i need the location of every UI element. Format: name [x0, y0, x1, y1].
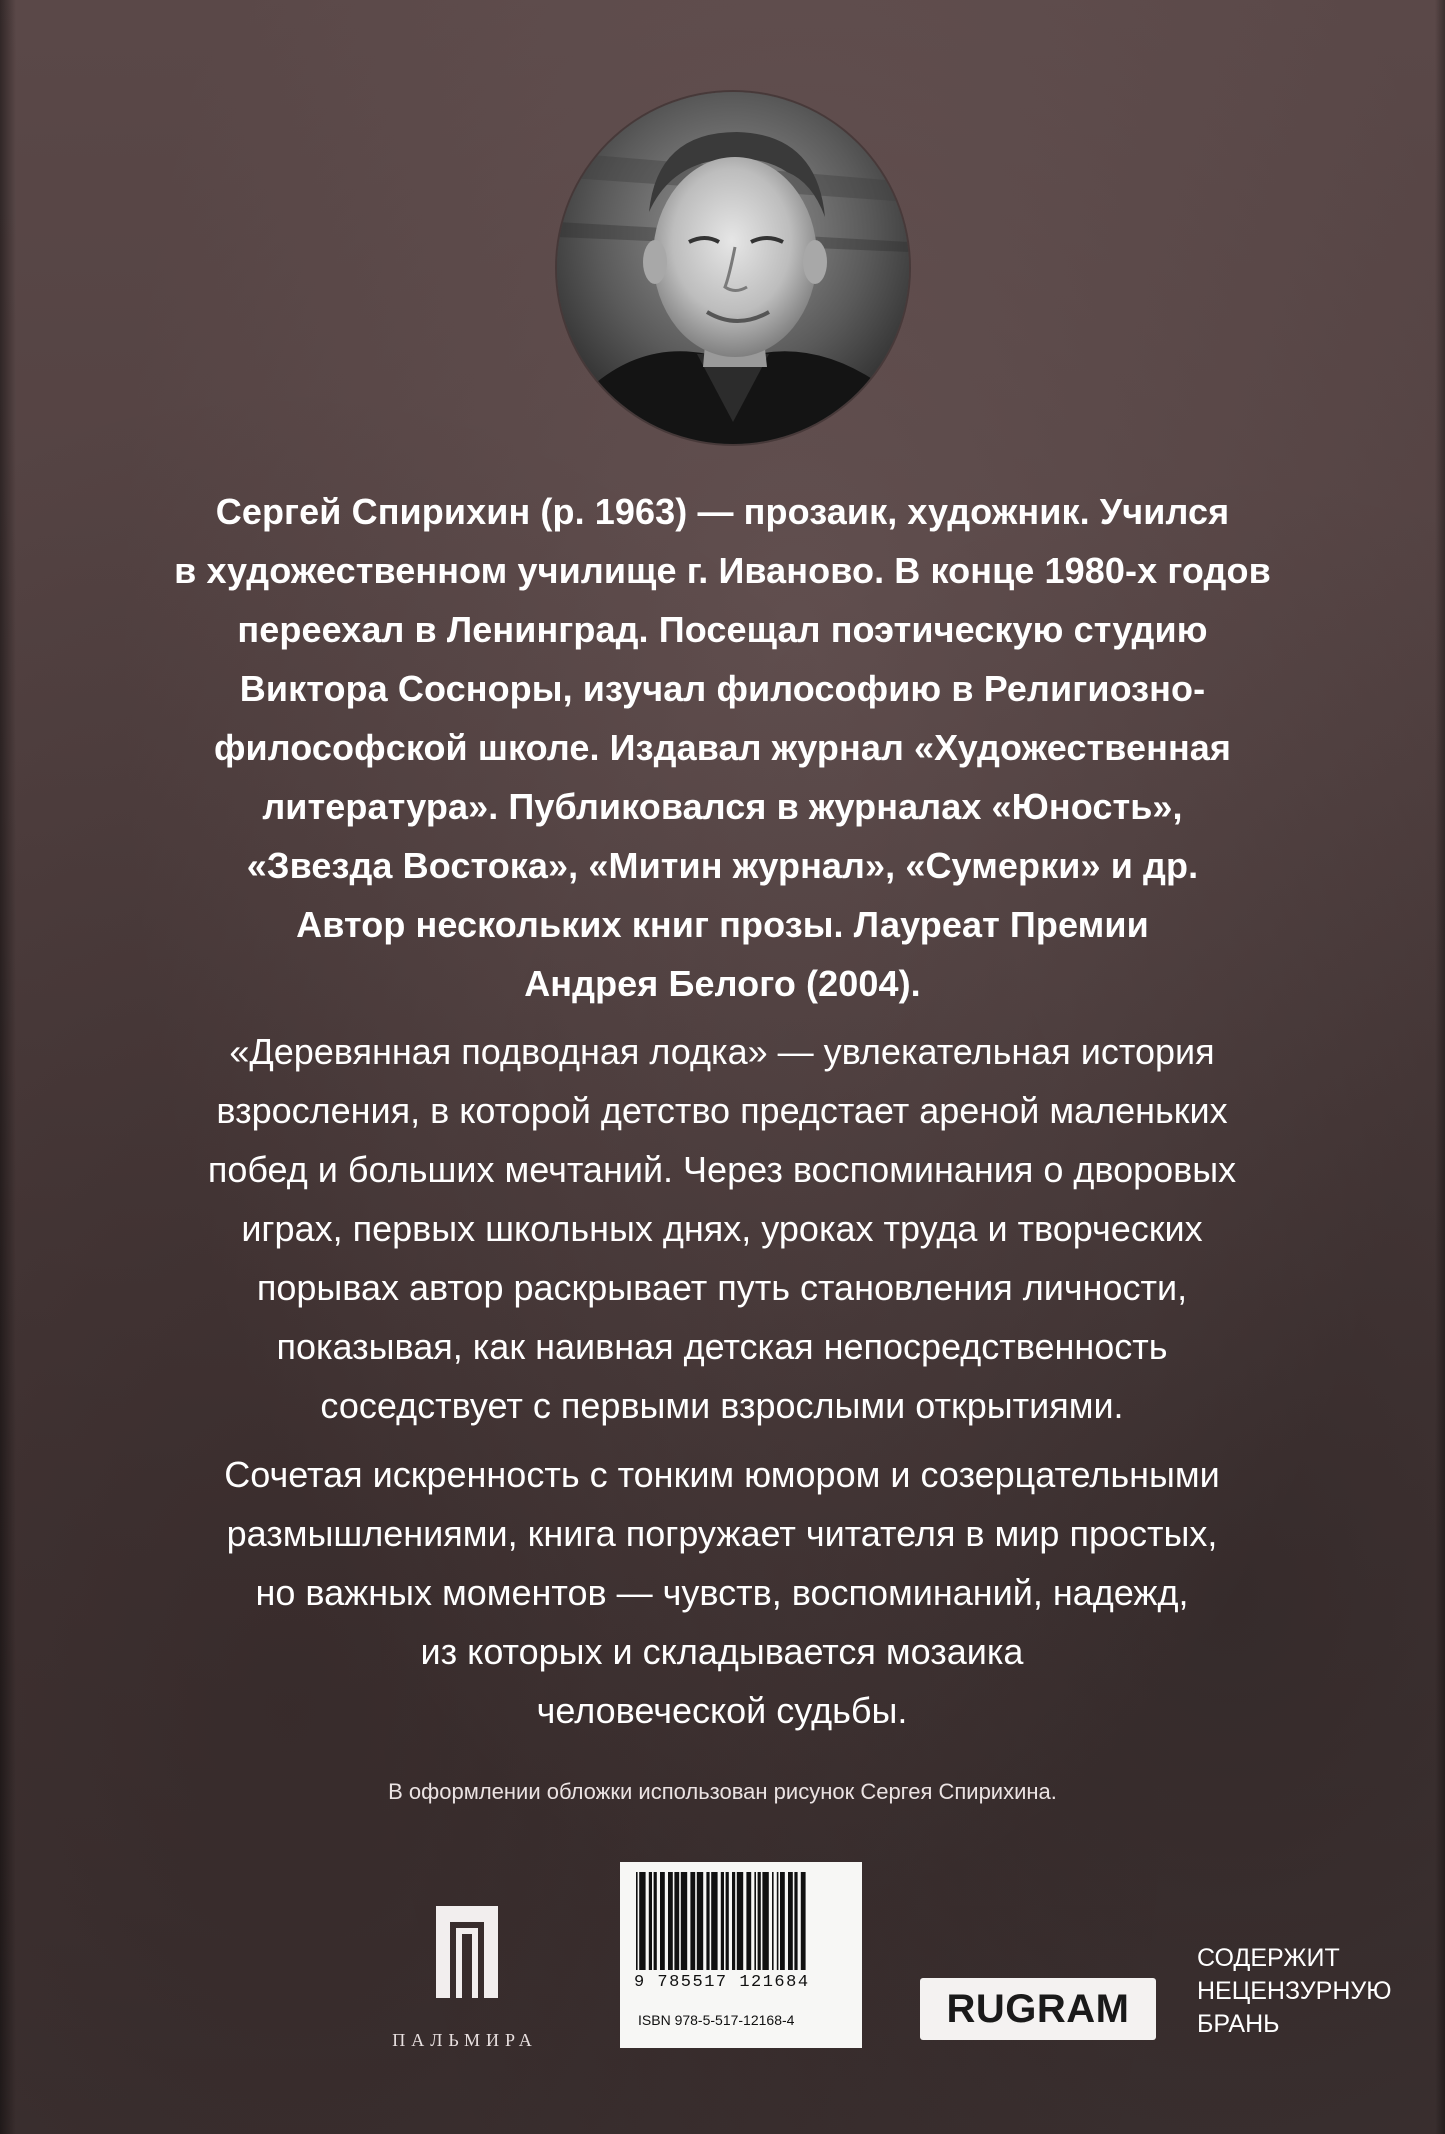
barcode-bar [732, 1872, 735, 1970]
barcode-bar [639, 1872, 645, 1970]
barcode-bar [788, 1872, 793, 1970]
barcode-bar [746, 1872, 751, 1970]
author-bio-line: переехал в Ленинград. Посещал поэтическую студию [237, 609, 1208, 650]
author-portrait [557, 92, 909, 444]
book-annotation [132, 1022, 1312, 1435]
annotation-line: соседствует с первыми взрослыми открытиями. [320, 1385, 1124, 1426]
author-bio-line: Автор нескольких книг прозы. Лауреат Премии [296, 904, 1149, 945]
barcode-bar [636, 1872, 638, 1970]
content-warning-line: БРАНЬ [1197, 2010, 1280, 2038]
barcode-bar [649, 1872, 652, 1970]
annotation-line: из которых и складывается мозаика [420, 1631, 1024, 1672]
annotation-line: побед и больших мечтаний. Через воспоминания о дворовых [207, 1149, 1237, 1190]
content-warning-line: СОДЕРЖИТ [1197, 1944, 1340, 1972]
barcode-bar [697, 1872, 703, 1970]
author-bio-line: «Звезда Востока», «Митин журнал», «Сумерки» и др. [246, 845, 1199, 886]
publisher-name: ПАЛЬМИРА [392, 2030, 538, 2050]
barcode-bar [706, 1872, 709, 1970]
annotation-line: порывах автор раскрывает путь становления личности, [256, 1267, 1188, 1308]
barcode-bar [726, 1872, 729, 1970]
barcode-bars [634, 1872, 848, 1972]
barcode-digits: 9 785517 121684 [634, 1973, 810, 1992]
book-annotation-second [132, 1445, 1312, 1740]
author-bio-line: в художественном училище г. Иваново. В конце 1980-х годов [174, 550, 1271, 591]
annotation-line: человеческой судьбы. [536, 1690, 908, 1731]
barcode-bar [721, 1872, 724, 1970]
author-bio-line: Сергей Спирихин (р. 1963) — прозаик, художник. Учился [215, 491, 1230, 532]
annotation-line: Сочетая искренность с тонким юмором и созерцательными [224, 1454, 1220, 1495]
barcode-bar [681, 1872, 687, 1970]
author-bio-line: Андрея Белого (2004). [524, 963, 921, 1004]
annotation-line: «Деревянная подводная лодка» — увлекательная история [229, 1031, 1215, 1072]
palmira-gate-logo-icon [436, 1906, 498, 1998]
author-bio-line: литература». Публиковался в журналах «Юность», [262, 786, 1183, 827]
barcode-bar [668, 1872, 673, 1970]
barcode-bar [772, 1872, 774, 1970]
cover-art-credit: В оформлении обложки использован рисунок Сергея Спирихина. [388, 1779, 1057, 1804]
isbn-barcode [620, 1862, 862, 2048]
annotation-line: показывая, как наивная детская непосредственность [276, 1326, 1168, 1367]
barcode-bar [777, 1872, 779, 1970]
rugram-imprint-logo: RUGRAM [920, 1978, 1156, 2040]
barcode-bar [711, 1872, 717, 1970]
barcode-bar [780, 1872, 785, 1970]
barcode-bar [794, 1872, 797, 1970]
author-bio-line: Виктора Сосноры, изучал философию в Религиозно- [239, 668, 1206, 709]
author-bio [160, 482, 1285, 1013]
barcode-bar [754, 1872, 756, 1970]
annotation-line: взросления, в которой детство предстает ареной маленьких [216, 1090, 1228, 1131]
isbn-number: ISBN 978-5-517-12168-4 [638, 2012, 795, 2028]
author-bio-line: философской школе. Издавал журнал «Художественная [213, 727, 1232, 768]
annotation-line: но важных моментов — чувств, воспоминаний, надежд, [255, 1572, 1189, 1613]
cover-left-edge-shadow [0, 0, 16, 2134]
barcode-bar [801, 1872, 806, 1970]
barcode-bar [762, 1872, 768, 1970]
annotation-line: размышлениями, книга погружает читателя в мир простых, [226, 1513, 1218, 1554]
barcode-bar [758, 1872, 761, 1970]
barcode-bar [674, 1872, 679, 1970]
author-portrait-illustration [557, 92, 909, 444]
barcode-bar [737, 1872, 743, 1970]
annotation-line: играх, первых школьных днях, уроках труда и творческих [241, 1208, 1203, 1249]
barcode-bar [690, 1872, 695, 1970]
cover-right-edge-shadow [1435, 0, 1445, 2134]
content-warning-line: НЕЦЕНЗУРНУЮ [1197, 1977, 1392, 2005]
content-warning [1197, 1942, 1397, 2041]
barcode-bar [654, 1872, 657, 1970]
barcode-bar [660, 1872, 665, 1970]
